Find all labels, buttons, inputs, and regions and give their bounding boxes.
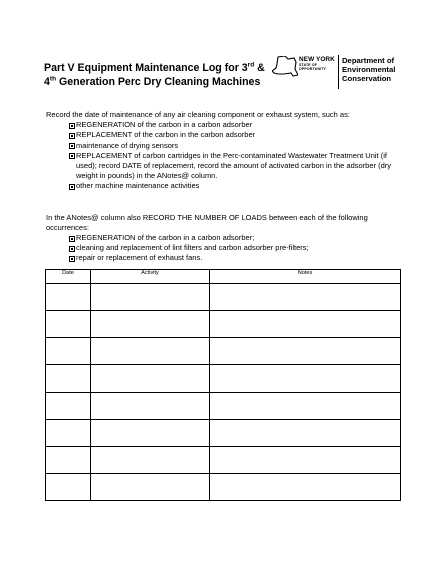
date-cell[interactable] [46, 473, 91, 500]
date-cell[interactable] [46, 446, 91, 473]
activity-cell[interactable] [91, 473, 210, 500]
table-row [46, 473, 401, 500]
bullet-icon [69, 256, 75, 262]
bullet-icon [69, 153, 75, 159]
table-row [46, 365, 401, 392]
bullet-icon [69, 184, 75, 190]
notes-cell[interactable] [210, 284, 401, 311]
list-item: cleaning and replacement of lint filters and carbon adsorber pre-filters; [69, 243, 406, 253]
column-header-activity: Activity [91, 270, 210, 284]
date-cell[interactable] [46, 419, 91, 446]
date-cell[interactable] [46, 365, 91, 392]
activity-cell[interactable] [91, 365, 210, 392]
activity-cell[interactable] [91, 338, 210, 365]
date-cell[interactable] [46, 311, 91, 338]
new-york-state-map-icon [272, 56, 298, 78]
section1-list [46, 120, 406, 191]
table-row [46, 419, 401, 446]
bullet-icon [69, 133, 75, 139]
notes-cell[interactable] [210, 392, 401, 419]
notes-cell[interactable] [210, 419, 401, 446]
column-header-notes: Notes [210, 270, 401, 284]
logo-divider [338, 55, 339, 89]
dec-logo [272, 53, 402, 93]
activity-cell[interactable] [91, 392, 210, 419]
column-header-date: Date [46, 270, 91, 284]
activity-cell[interactable] [91, 284, 210, 311]
notes-cell[interactable] [210, 311, 401, 338]
page-title: Part V Equipment Maintenance Log for 3rd & 4th Generation Perc Dry Cleaning Machines [44, 61, 265, 88]
activity-cell[interactable] [91, 311, 210, 338]
table-row [46, 311, 401, 338]
activity-cell[interactable] [91, 419, 210, 446]
table-header-row [46, 270, 401, 284]
table-row [46, 392, 401, 419]
list-item: other machine maintenance activities [69, 181, 406, 191]
list-item: REPLACEMENT of carbon cartridges in the Perc-contaminated Wastewater Treatment Unit (if used); record DATE of replacement, record the amount of activated carbon in the adsorber (dry weight in pounds) in the ANotes@ column. [69, 151, 406, 182]
notes-cell[interactable] [210, 446, 401, 473]
department-name: Department of Environmental Conservation [342, 56, 396, 83]
notes-cell[interactable] [210, 365, 401, 392]
notes-cell[interactable] [210, 473, 401, 500]
bullet-icon [69, 246, 75, 252]
date-cell[interactable] [46, 284, 91, 311]
maintenance-log-table [45, 269, 401, 501]
section2-intro: In the ANotes@ column also RECORD THE NUMBER OF LOADS between each of the following occurrences: [46, 212, 368, 232]
list-item: repair or replacement of exhaust fans. [69, 253, 406, 263]
list-item: maintenance of drying sensors [69, 141, 406, 151]
activity-cell[interactable] [91, 446, 210, 473]
notes-cell[interactable] [210, 338, 401, 365]
bullet-icon [69, 123, 75, 129]
table-row [46, 284, 401, 311]
table-row [46, 338, 401, 365]
table-body [46, 284, 401, 501]
instructions [46, 110, 406, 264]
list-item: REGENERATION of the carbon in a carbon adsorber [69, 120, 406, 130]
table-row [46, 446, 401, 473]
date-cell[interactable] [46, 338, 91, 365]
list-item: REPLACEMENT of the carbon in the carbon adsorber [69, 130, 406, 140]
section2-list [46, 233, 406, 264]
date-cell[interactable] [46, 392, 91, 419]
section1-intro: Record the date of maintenance of any air cleaning component or exhaust system, such as: [46, 110, 350, 119]
bullet-icon [69, 143, 75, 149]
bullet-icon [69, 236, 75, 242]
ny-state-wordmark: NEW YORK STATE OF OPPORTUNITY [299, 56, 335, 72]
list-item: REGENERATION of the carbon in a carbon adsorber; [69, 233, 406, 243]
